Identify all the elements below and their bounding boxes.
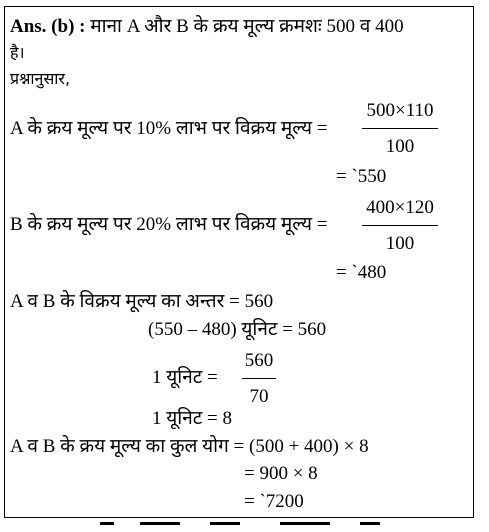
one-unit-result: 1 यूनिट = 8 (152, 408, 233, 429)
a-fraction-numerator: 500×110 (366, 100, 434, 121)
according-to-question: प्रश्नानुसार, (10, 69, 71, 88)
one-unit-numerator: 560 (244, 350, 274, 371)
total-result: = `7200 (244, 491, 304, 512)
b-fraction-denominator: 100 (385, 233, 415, 254)
answer-line (10, 16, 404, 38)
a-selling-price-fraction (362, 100, 438, 158)
one-unit-denominator: 70 (249, 386, 269, 407)
assumption-text: माना A और B के क्रय मूल्य क्रमशः 500 व 400 (90, 16, 404, 37)
a-fraction-denominator: 100 (385, 136, 415, 157)
b-selling-price-result: = `480 (336, 262, 387, 283)
a-fraction-bar (362, 128, 438, 129)
cropped-next-line (0, 522, 489, 532)
b-fraction-numerator: 400×120 (366, 197, 434, 218)
a-selling-price-result: = `550 (336, 166, 387, 187)
a-selling-price-label: A के क्रय मूल्य पर 10% लाभ पर विक्रय मूल्य = (10, 118, 328, 139)
answer-label: Ans. (b) : (10, 16, 86, 37)
one-unit-fraction (242, 350, 276, 408)
total-line: A व B के क्रय मूल्य का कुल योग = (500 + 400) × 8 (10, 436, 369, 457)
b-selling-price-fraction (362, 197, 438, 255)
one-unit-label: 1 यूनिट = (152, 367, 218, 388)
units-line: (550 – 480) यूनिट = 560 (148, 319, 327, 340)
b-selling-price-label: B के क्रय मूल्य पर 20% लाभ पर विक्रय मूल्य = (10, 214, 328, 235)
total-step: = 900 × 8 (244, 463, 318, 484)
one-unit-fraction-bar (242, 378, 276, 379)
difference-line: A व B के विक्रय मूल्य का अन्तर = 560 (10, 291, 274, 312)
b-fraction-bar (362, 225, 438, 226)
assumption-continuation: है। (10, 43, 25, 62)
